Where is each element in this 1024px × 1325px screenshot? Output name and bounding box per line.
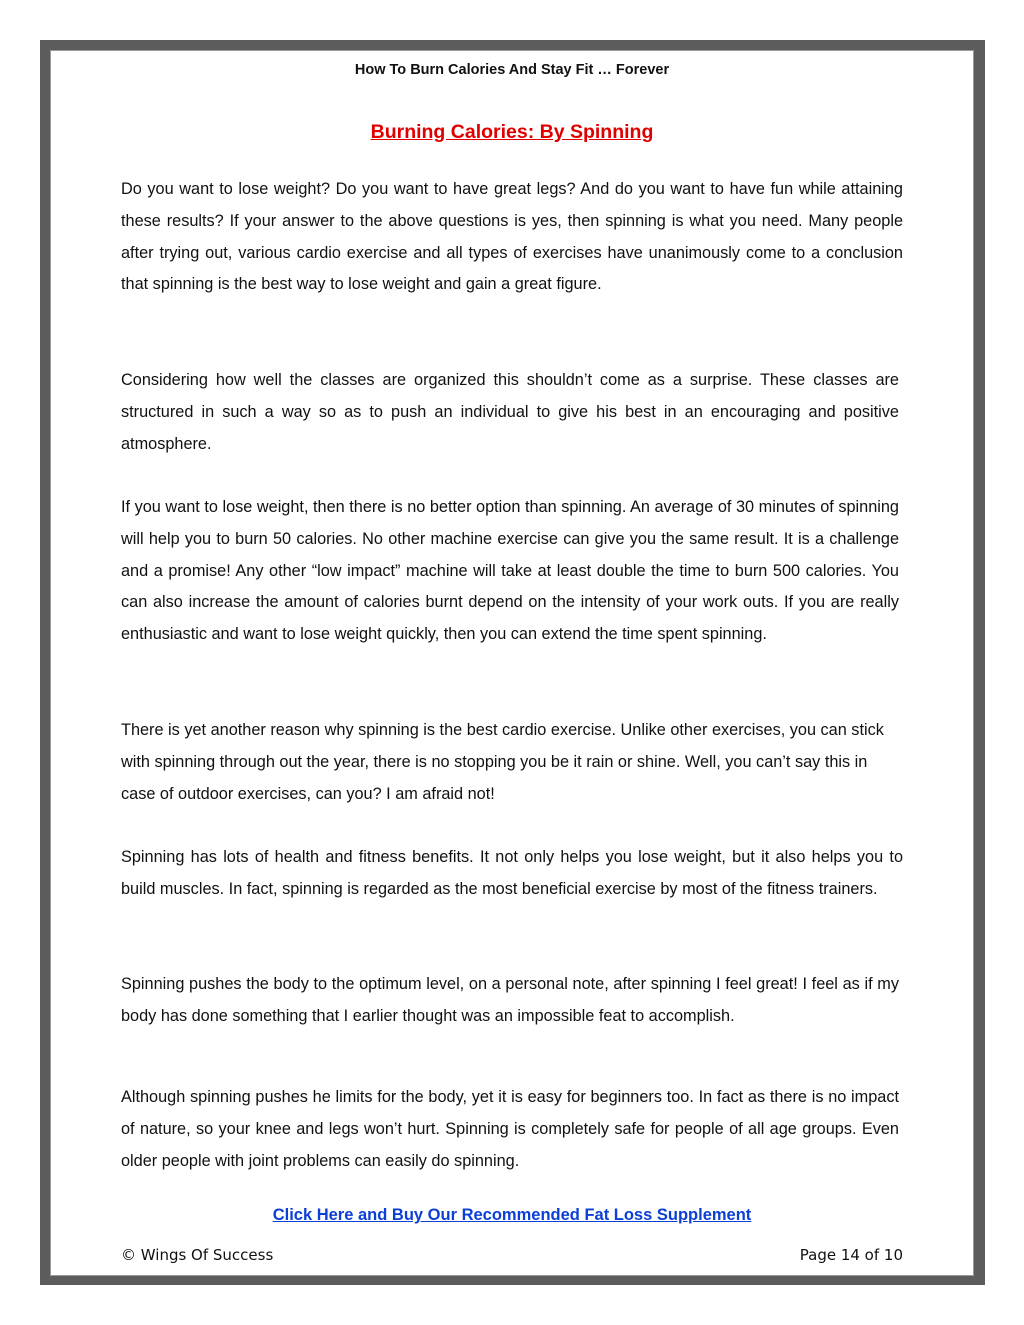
buy-supplement-link[interactable]: Click Here and Buy Our Recommended Fat Loss Supplement bbox=[272, 1206, 752, 1224]
footer-copyright: © Wings Of Success bbox=[121, 1246, 274, 1264]
running-header: How To Burn Calories And Stay Fit … Forever bbox=[354, 62, 670, 78]
paragraph-4: There is yet another reason why spinning is the best cardio exercise. Unlike other exercises, you can stick with spinning through out the year, there is no stopping you be it rain or shine. Well, you can’t say this in case of outdoor exercises, can you? I am afraid not! bbox=[121, 721, 884, 803]
page-content bbox=[50, 50, 974, 1276]
paragraph-2: Considering how well the classes are organized this shouldn’t come as a surprise. These classes are structured in such a way so as to push an individual to give his best in an encouraging and positive atmosphere. bbox=[121, 371, 899, 453]
paragraph-5: Spinning has lots of health and fitness benefits. It not only helps you lose weight, but it also helps you to build muscles. In fact, spinning is regarded as the most beneficial exercise by most of the fitness trainers. bbox=[121, 848, 903, 898]
article-title: Burning Calories: By Spinning bbox=[370, 121, 654, 143]
paragraph-6: Spinning pushes the body to the optimum level, on a personal note, after spinning I feel great! I feel as if my body has done something that I earlier thought was an impossible feat to accomplish. bbox=[121, 975, 899, 1025]
footer-page-number: Page 14 of 10 bbox=[799, 1246, 903, 1264]
paragraph-7: Although spinning pushes he limits for the body, yet it is easy for beginners too. In fact as there is no impact of nature, so your knee and legs won’t hurt. Spinning is completely safe for people of all age groups. Even older people with joint problems can easily do spinning. bbox=[121, 1088, 899, 1170]
page-frame bbox=[40, 40, 985, 1285]
paragraph-1: Do you want to lose weight? Do you want to have great legs? And do you want to have fun while attaining these results? If your answer to the above questions is yes, then spinning is what you need. Many people after trying out, various cardio exercise and all types of exercises have unanimously come to a conclusion that spinning is the best way to lose weight and gain a great figure. bbox=[121, 180, 903, 294]
paragraph-3: If you want to lose weight, then there is no better option than spinning. An average of 30 minutes of spinning will help you to burn 50 calories. No other machine exercise can give you the same result. It is a challenge and a promise! Any other “low impact” machine will take at least double the time to burn 500 calories. You can also increase the amount of calories burnt depend on the intensity of your work outs. If you are really enthusiastic and want to lose weight quickly, then you can extend the time spent spinning. bbox=[121, 498, 899, 644]
